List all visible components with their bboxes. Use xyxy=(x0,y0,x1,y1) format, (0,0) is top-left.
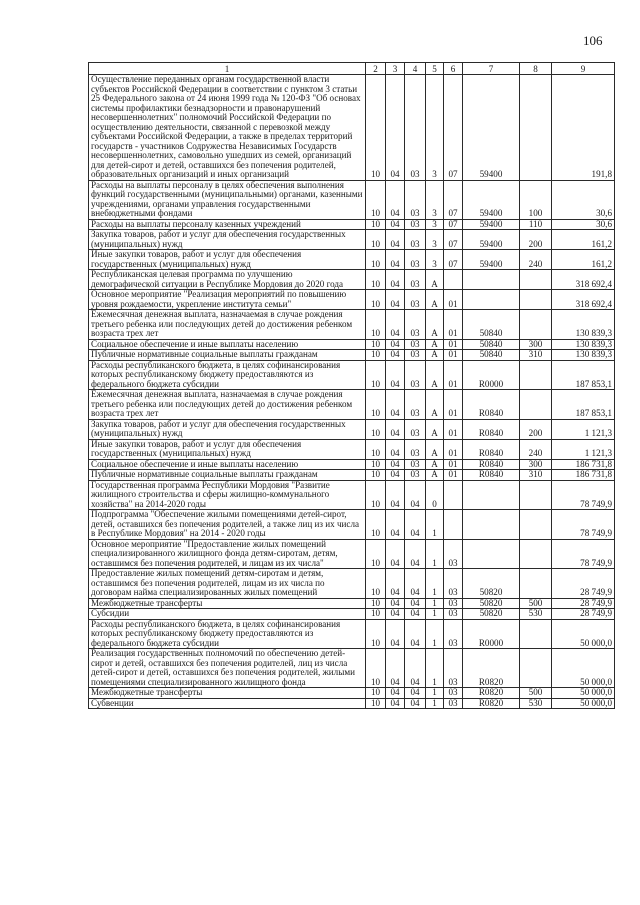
code-cell: 04 xyxy=(386,539,405,569)
code-cell: А xyxy=(426,390,444,420)
table-row xyxy=(89,339,615,350)
code-cell: 03 xyxy=(444,569,463,599)
code-cell: 07 xyxy=(444,180,463,219)
code-cell: А xyxy=(426,290,444,310)
code-cell: 01 xyxy=(444,439,463,459)
code-cell xyxy=(520,75,552,181)
row-name-cell: Межбюджетные трансферты xyxy=(89,598,366,609)
code-cell: 01 xyxy=(444,290,463,310)
amount-cell: 1 121,3 xyxy=(552,419,615,439)
code-cell: 03 xyxy=(444,609,463,620)
code-cell: 07 xyxy=(444,230,463,250)
code-cell: 07 xyxy=(444,250,463,270)
column-header: 5 xyxy=(426,63,444,75)
amount-cell: 50 000,0 xyxy=(552,649,615,688)
code-cell: 10 xyxy=(366,360,386,390)
code-cell xyxy=(520,310,552,340)
code-cell: 200 xyxy=(520,419,552,439)
amount-cell: 28 749,9 xyxy=(552,598,615,609)
row-name-cell: Иные закупки товаров, работ и услуг для обеспечения государственных (муниципальных) нужд xyxy=(89,439,366,459)
amount-cell: 50 000,0 xyxy=(552,619,615,649)
code-cell: 04 xyxy=(405,539,426,569)
code-cell: А xyxy=(426,350,444,361)
budget-table xyxy=(88,62,615,709)
row-name-cell: Расходы на выплаты персоналу в целях обеспечения выполнения функций государственными (муниципальными) органами, казенными учреждениями, органами управления государственными внебюджетными фондами xyxy=(89,180,366,219)
table-row xyxy=(89,219,615,230)
table-row xyxy=(89,270,615,290)
amount-cell: 50 000,0 xyxy=(552,688,615,699)
code-cell: 01 xyxy=(444,459,463,470)
code-cell: R0820 xyxy=(463,688,520,699)
code-cell: 110 xyxy=(520,219,552,230)
code-cell: R0840 xyxy=(463,419,520,439)
code-cell: 04 xyxy=(386,339,405,350)
row-name-cell: Предоставление жилых помещений детям-сиротам и детям, оставшимся без попечения родителей, лицам из их числа по договорам найма специализированных жилых помещений xyxy=(89,569,366,599)
code-cell: 01 xyxy=(444,360,463,390)
code-cell: 03 xyxy=(405,390,426,420)
table-row xyxy=(89,180,615,219)
code-cell: 04 xyxy=(386,219,405,230)
code-cell: 10 xyxy=(366,439,386,459)
code-cell: 10 xyxy=(366,339,386,350)
amount-cell: 28 749,9 xyxy=(552,609,615,620)
code-cell: 10 xyxy=(366,75,386,181)
code-cell: 04 xyxy=(386,510,405,540)
row-name-cell: Расходы республиканского бюджета, в целях софинансирования которых республиканскому бюджету предоставляются из федерального бюджета субсидии xyxy=(89,360,366,390)
code-cell: 1 xyxy=(426,539,444,569)
code-cell: А xyxy=(426,419,444,439)
code-cell: 04 xyxy=(386,270,405,290)
row-name-cell: Осуществление переданных органам государственной власти субъектов Российской Федерации в соответствии с пунктом 3 статьи 25 Федерального закона от 24 июня 1999 года № 120-ФЗ "Об основах системы профилактики безнадзорности и правонарушений несовершеннолетних" полномочий Российской Федерации по осуществлению деятельности, связанной с перевозкой между субъектами Российской Федерации, а также в пределах территорий государств - участников Содружества Независимых Государств несовершеннолетних, самовольно ушедших из семей, организаций для детей-сирот и детей, оставшихся без попечения родителей, образовательных организаций и иных организаций xyxy=(89,75,366,181)
code-cell: 10 xyxy=(366,609,386,620)
row-name-cell: Закупка товаров, работ и услуг для обеспечения государственных (муниципальных) нужд xyxy=(89,230,366,250)
code-cell: 04 xyxy=(386,350,405,361)
amount-cell: 78 749,9 xyxy=(552,480,615,510)
code-cell: 500 xyxy=(520,598,552,609)
column-header: 7 xyxy=(463,63,520,75)
code-cell: 200 xyxy=(520,230,552,250)
code-cell: 10 xyxy=(366,698,386,709)
code-cell: 50840 xyxy=(463,339,520,350)
amount-cell: 28 749,9 xyxy=(552,569,615,599)
row-name-cell: Социальное обеспечение и иные выплаты населению xyxy=(89,339,366,350)
table-row xyxy=(89,250,615,270)
code-cell: 04 xyxy=(386,390,405,420)
code-cell: 03 xyxy=(405,219,426,230)
code-cell xyxy=(520,649,552,688)
code-cell xyxy=(520,510,552,540)
code-cell: 04 xyxy=(386,360,405,390)
code-cell: 100 xyxy=(520,180,552,219)
code-cell: 04 xyxy=(386,310,405,340)
code-cell: 04 xyxy=(386,619,405,649)
code-cell: 03 xyxy=(444,539,463,569)
code-cell: 3 xyxy=(426,75,444,181)
table-row xyxy=(89,390,615,420)
code-cell: 04 xyxy=(386,480,405,510)
amount-cell: 318 692,4 xyxy=(552,290,615,310)
table-row xyxy=(89,480,615,510)
column-header: 8 xyxy=(520,63,552,75)
code-cell: 03 xyxy=(405,250,426,270)
code-cell: 10 xyxy=(366,510,386,540)
code-cell xyxy=(520,360,552,390)
table-row xyxy=(89,539,615,569)
code-cell: 04 xyxy=(386,180,405,219)
code-cell: 530 xyxy=(520,609,552,620)
code-cell: 03 xyxy=(405,459,426,470)
code-cell: 04 xyxy=(405,649,426,688)
column-header: 9 xyxy=(552,63,615,75)
table-row xyxy=(89,470,615,481)
table-row xyxy=(89,609,615,620)
code-cell: 50840 xyxy=(463,310,520,340)
row-name-cell: Субсидии xyxy=(89,609,366,620)
amount-cell: 186 731,8 xyxy=(552,470,615,481)
code-cell xyxy=(463,480,520,510)
code-cell: 3 xyxy=(426,250,444,270)
code-cell: 10 xyxy=(366,539,386,569)
code-cell: 50820 xyxy=(463,609,520,620)
code-cell: 03 xyxy=(405,310,426,340)
code-cell: 01 xyxy=(444,470,463,481)
column-header: 2 xyxy=(366,63,386,75)
code-cell: 04 xyxy=(405,569,426,599)
row-name-cell: Ежемесячная денежная выплата, назначаемая в случае рождения третьего ребенка или последующих детей до достижения ребенком возраста трех лет xyxy=(89,310,366,340)
code-cell: 03 xyxy=(405,290,426,310)
table-row xyxy=(89,230,615,250)
code-cell: 04 xyxy=(405,598,426,609)
code-cell: 10 xyxy=(366,688,386,699)
amount-cell: 30,6 xyxy=(552,219,615,230)
code-cell: 240 xyxy=(520,439,552,459)
code-cell: А xyxy=(426,270,444,290)
amount-cell: 30,6 xyxy=(552,180,615,219)
code-cell: 03 xyxy=(405,180,426,219)
row-name-cell: Основное мероприятие "Предоставление жилых помещений специализированного жилищного фонда детям-сиротам, детям, оставшимся без попечения родителей, и лицам из их числа" xyxy=(89,539,366,569)
code-cell: 10 xyxy=(366,480,386,510)
code-cell xyxy=(444,510,463,540)
table-row xyxy=(89,290,615,310)
code-cell: 04 xyxy=(386,250,405,270)
code-cell: 59400 xyxy=(463,180,520,219)
row-name-cell: Подпрограмма "Обеспечение жилыми помещениями детей-сирот, детей, оставшихся без попечения родителей, а также лиц из их числа в Республике Мордовия" на 2014 - 2020 годы xyxy=(89,510,366,540)
code-cell: 04 xyxy=(405,510,426,540)
code-cell: 04 xyxy=(405,688,426,699)
code-cell: 1 xyxy=(426,569,444,599)
table-row xyxy=(89,310,615,340)
code-cell: 03 xyxy=(405,270,426,290)
amount-cell: 130 839,3 xyxy=(552,310,615,340)
code-cell: R0820 xyxy=(463,649,520,688)
code-cell: 01 xyxy=(444,350,463,361)
code-cell: 310 xyxy=(520,350,552,361)
code-cell: 10 xyxy=(366,350,386,361)
table-row xyxy=(89,75,615,181)
code-cell: 10 xyxy=(366,619,386,649)
code-cell xyxy=(520,270,552,290)
code-cell: 1 xyxy=(426,649,444,688)
row-name-cell: Государственная программа Республики Мордовия "Развитие жилищного строительства и сферы жилищно-коммунального хозяйства" на 2014-2020 годы xyxy=(89,480,366,510)
row-name-cell: Республиканская целевая программа по улучшению демографической ситуации в Республике Мордовия до 2020 года xyxy=(89,270,366,290)
table-row xyxy=(89,688,615,699)
row-name-cell: Межбюджетные трансферты xyxy=(89,688,366,699)
code-cell: 500 xyxy=(520,688,552,699)
table-row xyxy=(89,619,615,649)
row-name-cell: Субвенции xyxy=(89,698,366,709)
column-header: 6 xyxy=(444,63,463,75)
row-name-cell: Публичные нормативные социальные выплаты гражданам xyxy=(89,470,366,481)
code-cell: 10 xyxy=(366,598,386,609)
column-header: 4 xyxy=(405,63,426,75)
code-cell: 10 xyxy=(366,250,386,270)
code-cell xyxy=(520,569,552,599)
code-cell: 04 xyxy=(386,609,405,620)
amount-cell: 78 749,9 xyxy=(552,539,615,569)
code-cell: 03 xyxy=(405,75,426,181)
code-cell: 07 xyxy=(444,75,463,181)
header-row xyxy=(89,63,615,75)
code-cell: 10 xyxy=(366,459,386,470)
code-cell: 01 xyxy=(444,339,463,350)
code-cell: 04 xyxy=(386,569,405,599)
code-cell: R0820 xyxy=(463,698,520,709)
code-cell: 10 xyxy=(366,290,386,310)
code-cell: А xyxy=(426,310,444,340)
code-cell: 10 xyxy=(366,270,386,290)
code-cell: R0840 xyxy=(463,470,520,481)
code-cell: R0000 xyxy=(463,619,520,649)
code-cell: 1 xyxy=(426,698,444,709)
code-cell: 1 xyxy=(426,688,444,699)
amount-cell: 1 121,3 xyxy=(552,439,615,459)
code-cell: 03 xyxy=(444,619,463,649)
code-cell: 1 xyxy=(426,609,444,620)
code-cell: 59400 xyxy=(463,75,520,181)
amount-cell: 161,2 xyxy=(552,230,615,250)
code-cell: 1 xyxy=(426,510,444,540)
code-cell: 10 xyxy=(366,649,386,688)
code-cell: 03 xyxy=(444,688,463,699)
code-cell: 03 xyxy=(405,230,426,250)
amount-cell: 186 731,8 xyxy=(552,459,615,470)
code-cell: А xyxy=(426,470,444,481)
code-cell: 04 xyxy=(386,459,405,470)
code-cell: 04 xyxy=(405,619,426,649)
code-cell: 04 xyxy=(386,75,405,181)
code-cell: 04 xyxy=(386,649,405,688)
code-cell: А xyxy=(426,360,444,390)
code-cell: R0840 xyxy=(463,439,520,459)
row-name-cell: Ежемесячная денежная выплата, назначаемая в случае рождения третьего ребенка или последующих детей до достижения ребенком возраста трех лет xyxy=(89,390,366,420)
code-cell: А xyxy=(426,339,444,350)
code-cell: 1 xyxy=(426,619,444,649)
table-row xyxy=(89,419,615,439)
row-name-cell: Реализация государственных полномочий по обеспечению детей-сирот и детей, оставшихся без попечения родителей, лиц из числа детей-сирот и детей, оставшихся без попечения родителей, жилыми помещениями специализированного жилищного фонда xyxy=(89,649,366,688)
code-cell: 04 xyxy=(386,439,405,459)
code-cell: 03 xyxy=(405,360,426,390)
code-cell: 03 xyxy=(405,470,426,481)
code-cell: 59400 xyxy=(463,250,520,270)
code-cell: 01 xyxy=(444,419,463,439)
table-row xyxy=(89,698,615,709)
code-cell: 1 xyxy=(426,598,444,609)
row-name-cell: Закупка товаров, работ и услуг для обеспечения государственных (муниципальных) нужд xyxy=(89,419,366,439)
code-cell: 3 xyxy=(426,180,444,219)
amount-cell: 161,2 xyxy=(552,250,615,270)
code-cell: 04 xyxy=(386,419,405,439)
code-cell xyxy=(463,270,520,290)
code-cell: 03 xyxy=(405,439,426,459)
code-cell: 03 xyxy=(405,419,426,439)
code-cell: 10 xyxy=(366,230,386,250)
code-cell xyxy=(520,390,552,420)
code-cell: 3 xyxy=(426,230,444,250)
row-name-cell: Расходы на выплаты персоналу казенных учреждений xyxy=(89,219,366,230)
code-cell: 59400 xyxy=(463,230,520,250)
code-cell: 0 xyxy=(426,480,444,510)
code-cell xyxy=(520,290,552,310)
code-cell: 03 xyxy=(444,649,463,688)
code-cell: 04 xyxy=(405,698,426,709)
amount-cell: 187 853,1 xyxy=(552,360,615,390)
table-row xyxy=(89,459,615,470)
code-cell xyxy=(520,480,552,510)
code-cell xyxy=(444,270,463,290)
column-header: 3 xyxy=(386,63,405,75)
code-cell: 07 xyxy=(444,219,463,230)
table-row xyxy=(89,649,615,688)
code-cell: R0840 xyxy=(463,459,520,470)
amount-cell: 78 749,9 xyxy=(552,510,615,540)
amount-cell: 318 692,4 xyxy=(552,270,615,290)
code-cell: А xyxy=(426,459,444,470)
table-row xyxy=(89,350,615,361)
code-cell: 10 xyxy=(366,180,386,219)
table-row xyxy=(89,360,615,390)
row-name-cell: Социальное обеспечение и иные выплаты населению xyxy=(89,459,366,470)
code-cell: 04 xyxy=(386,470,405,481)
table-row xyxy=(89,569,615,599)
amount-cell: 130 839,3 xyxy=(552,339,615,350)
code-cell: 10 xyxy=(366,470,386,481)
code-cell: 3 xyxy=(426,219,444,230)
code-cell: R0840 xyxy=(463,390,520,420)
row-name-cell: Публичные нормативные социальные выплаты гражданам xyxy=(89,350,366,361)
code-cell: 10 xyxy=(366,219,386,230)
code-cell: 03 xyxy=(405,350,426,361)
code-cell: 01 xyxy=(444,310,463,340)
row-name-cell: Расходы республиканского бюджета, в целях софинансирования которых республиканскому бюджету предоставляются из федерального бюджета субсидии xyxy=(89,619,366,649)
page-number: 106 xyxy=(583,33,603,48)
code-cell xyxy=(463,539,520,569)
code-cell: 01 xyxy=(444,390,463,420)
code-cell xyxy=(444,480,463,510)
code-cell: 04 xyxy=(386,688,405,699)
amount-cell: 191,8 xyxy=(552,75,615,181)
code-cell: 59400 xyxy=(463,219,520,230)
code-cell: 300 xyxy=(520,459,552,470)
code-cell: 310 xyxy=(520,470,552,481)
code-cell: 03 xyxy=(444,698,463,709)
amount-cell: 130 839,3 xyxy=(552,350,615,361)
code-cell xyxy=(463,290,520,310)
code-cell: 04 xyxy=(386,598,405,609)
code-cell: 04 xyxy=(386,290,405,310)
amount-cell: 187 853,1 xyxy=(552,390,615,420)
code-cell: 03 xyxy=(405,339,426,350)
code-cell: 10 xyxy=(366,419,386,439)
code-cell xyxy=(520,619,552,649)
code-cell: 50820 xyxy=(463,598,520,609)
code-cell: 03 xyxy=(444,598,463,609)
code-cell: 04 xyxy=(405,480,426,510)
code-cell: 10 xyxy=(366,310,386,340)
row-name-cell: Основное мероприятие "Реализация мероприятий по повышению уровня рождаемости, укрепление института семьи" xyxy=(89,290,366,310)
code-cell xyxy=(520,539,552,569)
code-cell: 10 xyxy=(366,390,386,420)
row-name-cell: Иные закупки товаров, работ и услуг для обеспечения государственных (муниципальных) нужд xyxy=(89,250,366,270)
code-cell: А xyxy=(426,439,444,459)
table-row xyxy=(89,598,615,609)
code-cell: 240 xyxy=(520,250,552,270)
code-cell: 300 xyxy=(520,339,552,350)
code-cell: R0000 xyxy=(463,360,520,390)
column-header: 1 xyxy=(89,63,366,75)
code-cell: 10 xyxy=(366,569,386,599)
code-cell: 50820 xyxy=(463,569,520,599)
table-row xyxy=(89,439,615,459)
code-cell: 50840 xyxy=(463,350,520,361)
code-cell: 530 xyxy=(520,698,552,709)
amount-cell: 50 000,0 xyxy=(552,698,615,709)
code-cell: 04 xyxy=(405,609,426,620)
code-cell: 04 xyxy=(386,698,405,709)
table-row xyxy=(89,510,615,540)
code-cell: 04 xyxy=(386,230,405,250)
code-cell xyxy=(463,510,520,540)
